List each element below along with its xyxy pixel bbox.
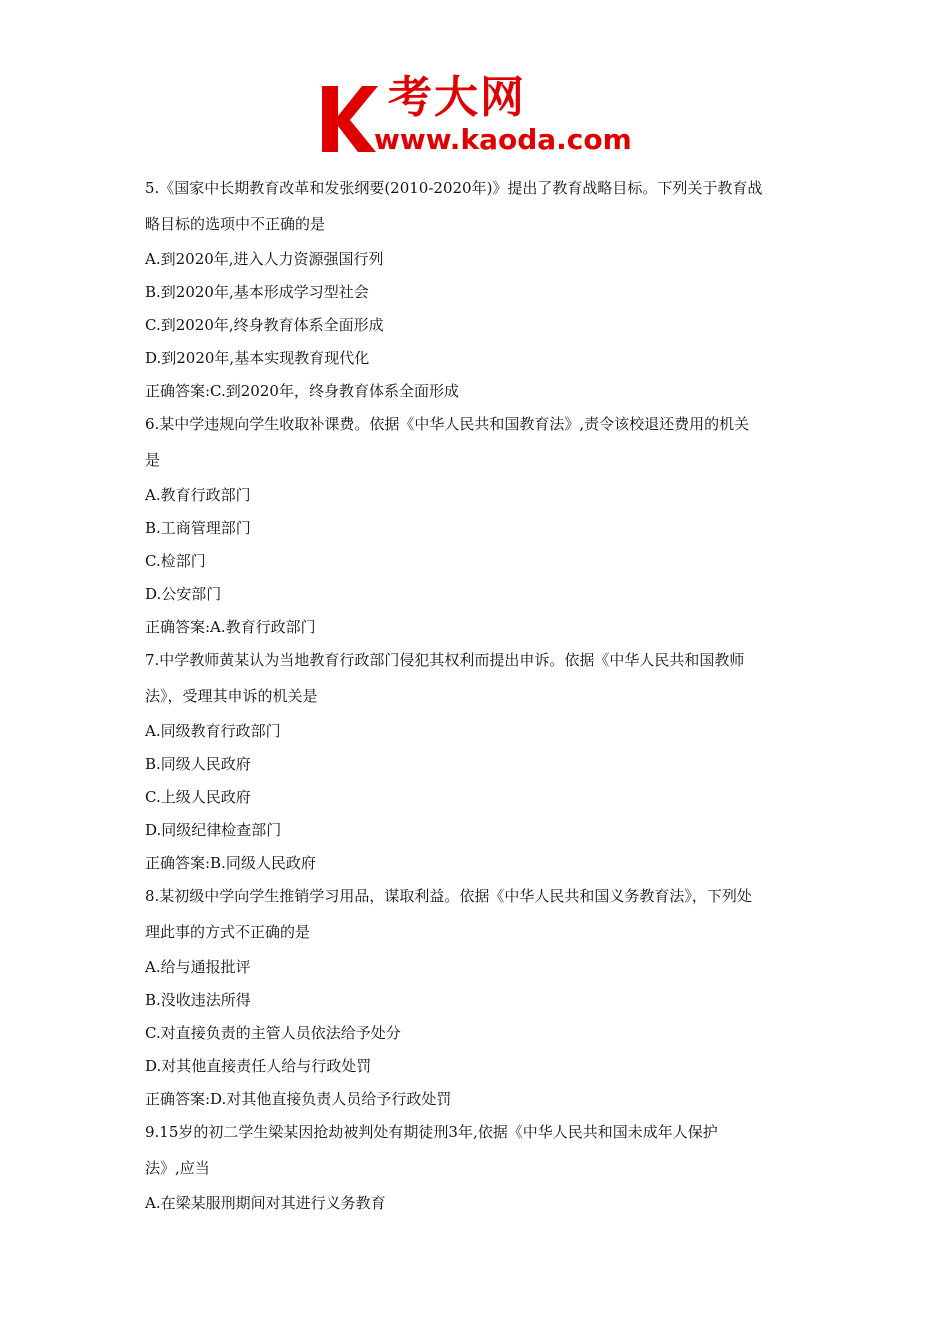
answer: 正确答案:C.到2020年，终身教育体系全面形成 bbox=[145, 382, 459, 400]
question-text-line: 7.中学教师黄某认为当地教育行政部门侵犯其权利而提出申诉。依据《中华人民共和国教师 bbox=[145, 651, 745, 669]
option-c: C.上级人民政府 bbox=[145, 788, 251, 806]
question-6 bbox=[145, 408, 815, 644]
option-b: B.同级人民政府 bbox=[145, 755, 251, 773]
question-9 bbox=[145, 1116, 815, 1220]
option-b: B.到2020年,基本形成学习型社会 bbox=[145, 283, 369, 301]
question-8 bbox=[145, 880, 815, 1116]
question-5 bbox=[145, 172, 815, 408]
kaoda-logo bbox=[318, 72, 648, 162]
question-text-line: 是 bbox=[145, 451, 161, 469]
question-text-line: 略目标的选项中不正确的是 bbox=[145, 215, 326, 233]
question-7 bbox=[145, 644, 815, 880]
answer: 正确答案:B.同级人民政府 bbox=[145, 854, 316, 872]
option-d: D.到2020年,基本实现教育现代化 bbox=[145, 349, 370, 367]
question-text-line: 5.《国家中长期教育改革和发张纲要(2010-2020年)》提出了教育战略目标。下列关于教育战 bbox=[145, 179, 763, 197]
option-a: A.到2020年,进入人力资源强国行列 bbox=[145, 250, 384, 268]
option-d: D.同级纪律检查部门 bbox=[145, 821, 282, 839]
answer: 正确答案:D.对其他直接负责人员给予行政处罚 bbox=[145, 1090, 452, 1108]
question-text-line: 6.某中学违规向学生收取补课费。依据《中华人民共和国教育法》,责令该校退还费用的机关 bbox=[145, 415, 750, 433]
question-text-line: 理此事的方式不正确的是 bbox=[145, 923, 311, 941]
option-c: C.到2020年,终身教育体系全面形成 bbox=[145, 316, 384, 334]
question-text-line: 法》,应当 bbox=[145, 1159, 210, 1177]
option-d: D.公安部门 bbox=[145, 585, 222, 603]
option-c: C.检部门 bbox=[145, 552, 206, 570]
logo-url: www.kaoda.com bbox=[374, 123, 632, 156]
option-c: C.对直接负责的主管人员依法给予处分 bbox=[145, 1024, 401, 1042]
logo-text: 考大网 bbox=[388, 72, 526, 123]
question-text-line: 9.15岁的初二学生梁某因抢劫被判处有期徒刑3年,依据《中华人民共和国未成年人保护 bbox=[145, 1123, 718, 1141]
option-a: A.在梁某服刑期间对其进行义务教育 bbox=[145, 1194, 386, 1212]
answer: 正确答案:A.教育行政部门 bbox=[145, 618, 316, 636]
question-text-line: 8.某初级中学向学生推销学习用品，谋取利益。依据《中华人民共和国义务教育法》，下列处 bbox=[145, 887, 752, 905]
question-text-line: 法》，受理其申诉的机关是 bbox=[145, 687, 318, 705]
option-a: A.同级教育行政部门 bbox=[145, 722, 281, 740]
option-a: A.给与通报批评 bbox=[145, 958, 251, 976]
option-d: D.对其他直接责任人给与行政处罚 bbox=[145, 1057, 372, 1075]
option-a: A.教育行政部门 bbox=[145, 486, 251, 504]
option-b: B.工商管理部门 bbox=[145, 519, 251, 537]
k-logo-icon bbox=[318, 82, 380, 156]
question-list bbox=[145, 172, 815, 1220]
option-b: B.没收违法所得 bbox=[145, 991, 251, 1009]
